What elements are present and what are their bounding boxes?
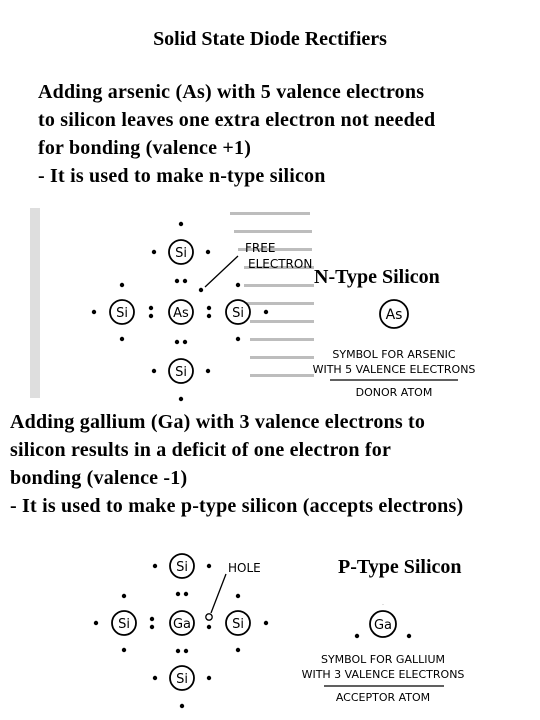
svg-text:Si: Si [176, 560, 188, 575]
acceptor-label: ACCEPTOR ATOM [335, 691, 431, 704]
free-label-line-1: FREE [245, 241, 276, 255]
gallium-line-4: - It is used to make p-type silicon (accepts electrons) [10, 495, 464, 517]
si-atom-top [170, 554, 194, 578]
free-label-line-2: ELECTRON [248, 257, 313, 271]
svg-text:Si: Si [232, 306, 244, 321]
gallium-line-1: Adding gallium (Ga) with 3 valence electrons to [10, 411, 426, 433]
arsenic-symbol-figure [290, 292, 490, 412]
svg-text:Ga: Ga [172, 617, 192, 632]
hole-pointer [211, 574, 226, 613]
p-type-lattice-diagram [80, 538, 300, 720]
si-atom-top [169, 240, 193, 264]
svg-text:Si: Si [118, 617, 130, 632]
donor-label: DONOR ATOM [355, 386, 433, 399]
as-symbol-atom [380, 300, 408, 328]
arsenic-line-2: to silicon leaves one extra electron not needed [38, 109, 436, 131]
svg-text:Si: Si [175, 246, 187, 261]
si-atom-left [110, 300, 134, 324]
svg-text:As: As [173, 306, 189, 321]
ga-symbol-atom [370, 611, 396, 637]
n-type-caption: N-Type Silicon [314, 266, 440, 288]
gallium-paragraph [10, 408, 463, 520]
si-atom-right [226, 611, 250, 635]
hole-label: HOLE [228, 561, 261, 575]
svg-text:As: As [385, 307, 403, 323]
svg-text:Si: Si [175, 365, 187, 380]
gallium-symbol-caption-1: SYMBOL FOR GALLIUM [320, 653, 446, 666]
gallium-line-2: silicon results in a deficit of one electron for [10, 439, 392, 461]
arsenic-line-4: - It is used to make n-type silicon [38, 165, 326, 187]
svg-text:Si: Si [232, 617, 244, 632]
svg-text:Si: Si [116, 306, 128, 321]
free-electron-dot [199, 288, 203, 292]
n-type-lattice-diagram [30, 208, 320, 408]
ga-atom-center [170, 611, 194, 635]
free-electron-pointer [205, 256, 238, 287]
p-type-caption: P-Type Silicon [338, 556, 462, 578]
page-title: Solid State Diode Rectifiers [153, 28, 387, 50]
arsenic-line-1: Adding arsenic (As) with 5 valence electrons [38, 81, 425, 103]
arsenic-symbol-caption-1: SYMBOL FOR ARSENIC [332, 348, 456, 361]
arsenic-line-3: for bonding (valence +1) [38, 137, 252, 159]
svg-text:Ga: Ga [373, 618, 393, 633]
si-atom-bottom [169, 359, 193, 383]
hole-marker [206, 614, 212, 620]
arsenic-paragraph [38, 78, 435, 190]
gallium-symbol-caption-2: WITH 3 VALENCE ELECTRONS [301, 668, 465, 681]
as-atom-center [169, 300, 193, 324]
si-atom-right [226, 300, 250, 324]
arsenic-symbol-caption-2: WITH 5 VALENCE ELECTRONS [312, 363, 476, 376]
gallium-symbol-figure [284, 604, 494, 716]
gallium-line-3: bonding (valence -1) [10, 467, 188, 489]
si-atom-left [112, 611, 136, 635]
svg-text:Si: Si [176, 672, 188, 687]
si-atom-bottom [170, 666, 194, 690]
